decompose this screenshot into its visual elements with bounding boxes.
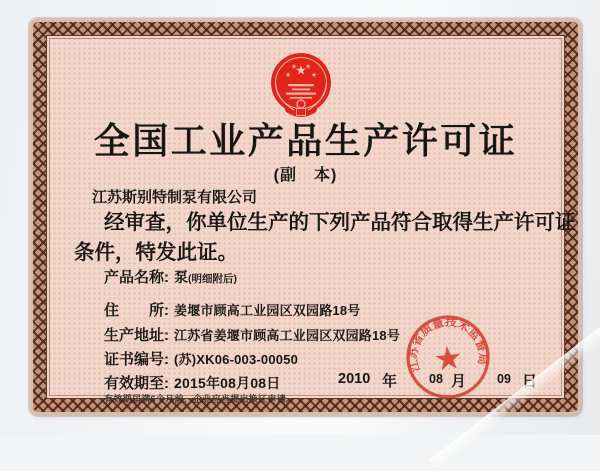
field-label: 证书编号: [104,351,169,368]
product-value: 泵 [174,269,188,285]
field-label: 生产地址: [104,327,169,344]
emblem-small-star-icon: ★ [311,71,317,79]
emblem-tiananmen [290,97,312,99]
validity-footnote: 有效期届满6个月前，企业应当提出换证申请。 [104,394,296,404]
company-name: 江苏斯别特制泵有限公司 [92,189,258,206]
product-label: 产品名称: [104,269,169,286]
official-seal-stamp [402,311,494,403]
field-row-valid-until [104,372,281,393]
emblem-tiananmen [292,89,310,91]
emblem-small-star-icon: ★ [291,62,297,71]
product-name-row [104,266,237,287]
emblem-small-star-icon: ★ [285,71,291,79]
emblem-small-star-icon: ★ [305,62,311,71]
seal-text: 江苏省质量技术监督局 [407,316,489,374]
certificate-ornate-border [33,22,578,412]
field-value: 姜堰市顾高工业园区双园路18号 [174,303,361,318]
emblem-ribbon-knot [297,109,306,116]
field-row-production-address [104,324,400,345]
emblem-tiananmen [286,93,316,95]
issue-date-day: 09 [497,372,511,386]
statement-line-1: 经审查，你单位生产的下列产品符合取得生产许可证 [104,211,576,234]
issue-date-year: 2010 [338,371,371,387]
field-value: (苏)XK06-003-00050 [174,352,299,367]
emblem-tiananmen [288,84,314,86]
field-row-address [104,299,360,320]
issue-date-month: 08 [429,372,443,386]
issue-date-month-unit: 月 [451,373,467,390]
national-emblem-icon [263,52,339,122]
product-note: (明细附后) [188,273,237,285]
issue-date-day-unit: 日 [522,373,538,390]
issue-date-year-unit: 年 [382,373,398,390]
field-row-certificate-number [104,348,298,369]
certificate-subtitle: (副 本) [273,167,338,184]
seal-star-icon [435,345,462,371]
field-label: 住 所: [104,302,169,319]
statement-line-2: 条件，特发此证。 [74,241,238,264]
field-value: 2015年08月08日 [174,375,281,391]
emblem-big-star-icon: ★ [295,63,307,79]
certificate-title: 全国工业产品生产许可证 [93,120,518,161]
field-label: 有效期至: [104,375,169,392]
field-value: 江苏省姜堰市顾高工业园区双园路18号 [174,328,401,343]
certificate-body [46,35,576,404]
